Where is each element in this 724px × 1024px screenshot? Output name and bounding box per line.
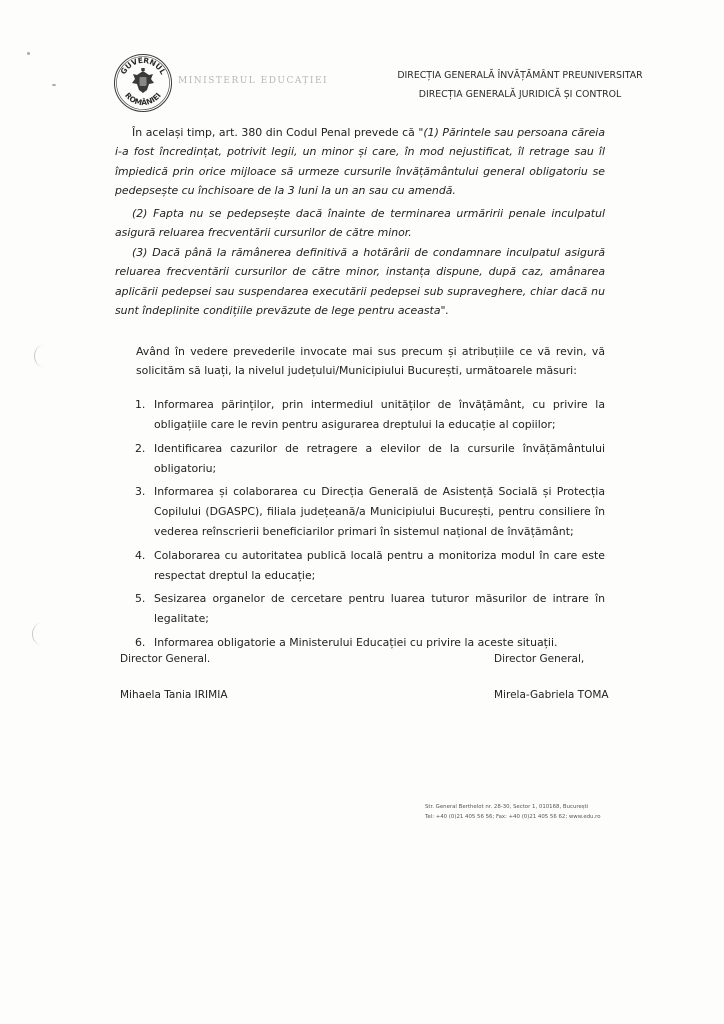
- list-item-number: 2.: [135, 441, 146, 455]
- list-item-text: Informarea și colaborarea cu Direcția Generală de Asistență Socială și Protecția Copilului (DGASPC), filiala județeană/a Municipiului București, pentru consiliere în vederea reînscrierii beneficiarilor primari în sistemul național de învățământ;: [154, 485, 605, 538]
- list-item-text: Identificarea cazurilor de retragere a elevilor de la cursurile învățământului obligatoriu;: [154, 441, 605, 475]
- list-item: [135, 633, 605, 653]
- list-item-number: 3.: [135, 485, 146, 498]
- penal-code-quote-1: "(1) Părintele sau persoana căreia i-a fost încredințat, potrivit legii, un minor și care, în mod nejustificat, îl retrage sau îl împiedică prin orice mijloace să urmeze cursurile învățământului general obligatoriu se pedepsește cu închisoare de la 3 luni la un an sau cu amendă.: [115, 126, 605, 198]
- punch-hole-mark: [32, 623, 51, 645]
- government-seal-logo: [113, 53, 173, 113]
- directorates-header: [380, 66, 660, 104]
- signatory-right-title: Director General,: [494, 653, 585, 665]
- ministry-name: MINISTERUL EDUCAȚIEI: [178, 76, 329, 86]
- penal-code-quote-3: (3) Dacă până la rămânerea definitivă a hotărârii de condamnare inculpatul asigură reluarea frecventării cursurilor de către minor, instanța dispune, după caz, amânarea aplicării pedepsei sau suspendarea executării pedepsei sub supraveghere, chiar dacă nu sunt îndeplinite condițiile prevăzute de lege pentru aceasta".: [115, 246, 605, 318]
- svg-text:ROMÂNIEI: [123, 91, 163, 107]
- list-item: [135, 589, 605, 629]
- list-item-text: Informarea obligatorie a Ministerului Educației cu privire la aceste situații.: [154, 635, 558, 649]
- signatory-left-title: Director General.: [120, 653, 211, 665]
- list-item-text: Informarea părinților, prin intermediul unităților de învățământ, cu privire la obligațiile care le revin pentru asigurarea dreptului la educație al copiilor;: [154, 398, 605, 431]
- list-item-number: 5.: [135, 592, 146, 605]
- list-item: [135, 439, 605, 479]
- seal-text-top: GUVERNUL: [118, 55, 168, 76]
- footer-phone-web: Tel: +40 (0)21 405 56 56; Fax: +40 (0)21 405 56 62; www.edu.ro: [425, 813, 601, 820]
- footer-address: Str. General Berthelot nr. 28-30, Sector 1, 010168, București: [425, 804, 589, 810]
- scan-speck: [52, 84, 56, 86]
- coat-of-arms-icon: [132, 68, 154, 93]
- penal-code-intro: În același timp, art. 380 din Codul Penal prevede că: [132, 126, 419, 139]
- list-item: [135, 546, 605, 586]
- penal-code-quote-2: (2) Fapta nu se pedepsește dacă înainte de terminarea urmăririi penale inculpatul asigură reluarea frecventării cursurilor de către minor.: [115, 207, 605, 240]
- request-paragraph: Având în vedere prevederile invocate mai sus precum și atribuțiile ce vă revin, vă solicităm să luați, la nivelul județului/Municipiului București, următoarele măsuri:: [136, 345, 605, 378]
- signatory-left-name: Mihaela Tania IRIMIA: [120, 689, 228, 701]
- directorate-1: DIRECȚIA GENERALĂ ÎNVĂȚĂMÂNT PREUNIVERSITAR: [397, 70, 643, 81]
- list-item-number: 6.: [135, 635, 146, 649]
- list-item-number: 1.: [135, 398, 146, 411]
- list-item-number: 4.: [135, 548, 146, 562]
- measures-list: [135, 395, 605, 656]
- directorate-2: DIRECȚIA GENERALĂ JURIDICĂ ȘI CONTROL: [418, 89, 622, 100]
- list-item: [135, 482, 605, 542]
- penal-code-paragraph: [115, 123, 605, 201]
- signatory-right-name: Mirela-Gabriela TOMA: [494, 689, 609, 701]
- list-item-text: Colaborarea cu autoritatea publică locală pentru a monitoriza modul în care este respectat dreptul la educație;: [154, 548, 605, 582]
- punch-hole-mark: [34, 345, 53, 367]
- seal-text-bottom: ROMÂNIEI: [123, 90, 163, 108]
- list-item: [135, 395, 605, 435]
- scan-speck: [27, 52, 30, 55]
- footer-contact: [425, 803, 601, 822]
- list-item-text: Sesizarea organelor de cercetare pentru luarea tuturor măsurilor de intrare în legalitate;: [154, 592, 605, 625]
